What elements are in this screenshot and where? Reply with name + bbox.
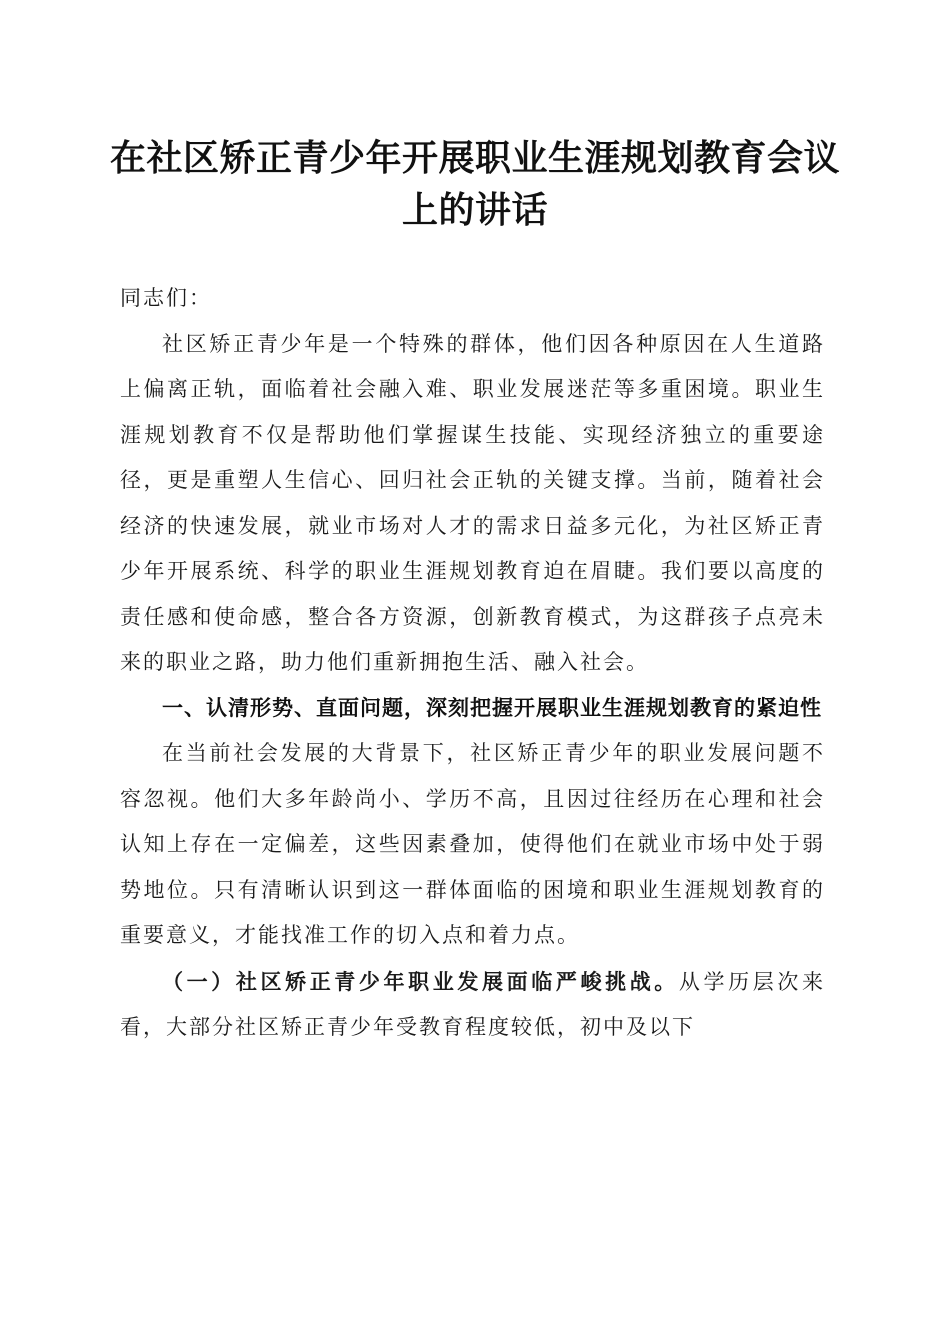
intro-paragraph: 社区矫正青少年是一个特殊的群体，他们因各种原因在人生道路上偏离正轨，面临着社会融入难、职业发展迷茫等多重困境。职业生涯规划教育不仅是帮助他们掌握谋生技能、实现经济独立的重要途径，更是重塑人生信心、回归社会正轨的关键支撑。当前，随着社会经济的快速发展，就业市场对人才的需求日益多元化，为社区矫正青少年开展系统、科学的职业生涯规划教育迫在眉睫。我们要以高度的责任感和使命感，整合各方资源，创新教育模式，为这群孩子点亮未来的职业之路，助力他们重新拥抱生活、融入社会。 <box>120 331 825 674</box>
subsection-lead: （一）社区矫正青少年职业发展面临严峻挑战。 <box>162 968 679 994</box>
subsection-paragraph <box>120 959 825 1051</box>
document-body <box>120 276 825 1051</box>
subsection-text: 从学历层次来看，大部分社区矫正青少年受教育程度较低，初中及以下 <box>120 969 825 1039</box>
section-heading: 一、认清形势、直面问题，深刻把握开展职业生涯规划教育的紧迫性 <box>162 695 822 720</box>
document-title: 在社区矫正青少年开展职业生涯规划教育会议上的讲话 <box>109 137 840 231</box>
salutation: 同志们： <box>120 286 212 310</box>
section-paragraph: 在当前社会发展的大背景下，社区矫正青少年的职业发展问题不容忽视。他们大多年龄尚小、学历不高，且因过往经历在心理和社会认知上存在一定偏差，这些因素叠加，使得他们在就业市场中处于弱势地位。只有清晰认识到这一群体面临的困境和职业生涯规划教育的重要意义，才能找准工作的切入点和着力点。 <box>120 741 825 947</box>
